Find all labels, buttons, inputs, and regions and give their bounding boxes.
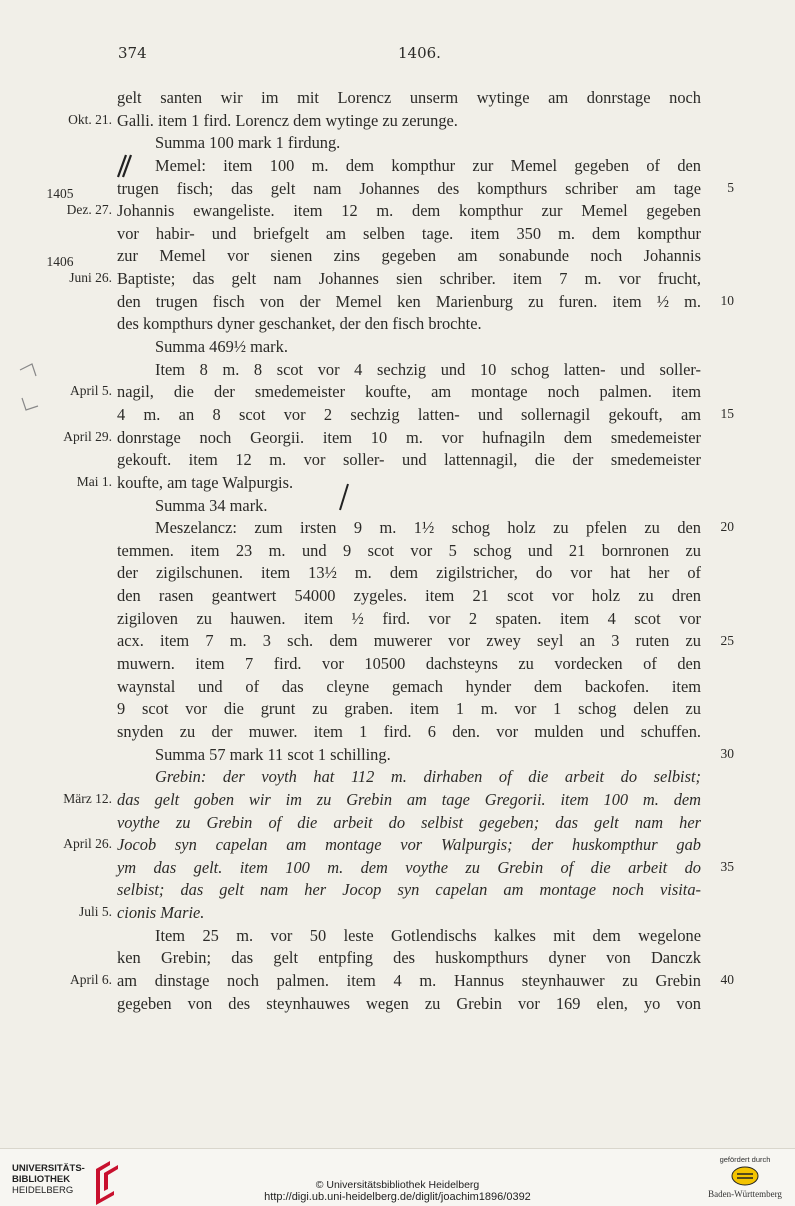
text-line: das gelt goben wir im zu Grebin am tage Gregorii. item 100 m. dem <box>117 789 701 809</box>
text-line: Baptiste; das gelt nam Johannes sien schriber. item 7 m. vor frucht, <box>117 269 701 289</box>
text-line: waynstal und of das cleyne gemach hynder dem backofen. item <box>117 676 701 696</box>
text-line: Meszelancz: zum irsten 9 m. 1½ schog holz zu pfelen zu den <box>155 518 701 538</box>
margin-date: April 6. <box>70 972 112 988</box>
text-line: Grebin: der voyth hat 112 m. dirhaben of die arbeit do selbist; <box>155 767 701 787</box>
text-line: den trugen fisch von der Memel ken Marienburg zu furen. item ½ m. <box>117 291 701 311</box>
footer <box>0 1148 795 1206</box>
text-line: 4 m. an 8 scot vor 2 sechzig latten- und sollernagil gekouft, am <box>117 404 701 424</box>
text-line: trugen fisch; das gelt nam Johannes des kompthurs schriber am tage <box>117 178 701 198</box>
margin-date: April 26. <box>63 836 112 852</box>
funded-by-label: gefördert durch <box>719 1155 771 1164</box>
handwritten-mark <box>18 362 42 412</box>
library-line: UNIVERSITÄTS- <box>12 1163 85 1174</box>
text-line: Jocob syn capelan am montage vor Walpurgis; der huskompthur gab <box>117 835 701 855</box>
library-line: HEIDELBERG <box>12 1185 74 1196</box>
text-line: gelt santen wir im mit Lorencz unserm wytinge am donrstage noch <box>117 88 701 107</box>
funder-name: Baden-Württemberg <box>708 1189 782 1199</box>
margin-date: Juni 26. <box>69 270 112 286</box>
baden-wuerttemberg-seal-icon <box>730 1166 760 1186</box>
text-line: gegeben von des steynhauwes wegen zu Grebin vor 169 elen, yo von <box>117 993 701 1013</box>
margin-date: März 12. <box>63 791 112 807</box>
line-number: 35 <box>720 859 734 875</box>
line-number: 40 <box>720 972 734 988</box>
copyright-text: © Universitätsbibliothek Heidelberg <box>315 1179 480 1191</box>
text-line: voythe zu Grebin of die arbeit do selbist gegeben; das gelt nam her <box>117 812 701 832</box>
line-number: 15 <box>720 406 734 422</box>
text-line: gekouft. item 12 m. vor soller- und lattennagil, die der smedemeister <box>117 450 701 470</box>
text-line: Summa 57 mark 11 scot 1 schilling. <box>155 744 391 764</box>
handwritten-mark <box>337 482 351 512</box>
text-line: koufte, am tage Walpurgis. <box>117 472 294 492</box>
body-text <box>117 87 701 1015</box>
margin-date: Dez. 27. <box>66 202 112 218</box>
line-number: 30 <box>720 745 734 761</box>
line-number: 20 <box>720 519 734 535</box>
text-line: Item 8 m. 8 scot vor 4 sechzig und 10 schog latten- und soller- <box>155 359 701 379</box>
text-line: Summa 469½ mark. <box>155 337 288 357</box>
text-line: Johannis ewangeliste. item 12 m. dem kompthur zur Memel gegeben <box>117 201 701 221</box>
margin-date: Mai 1. <box>76 474 112 490</box>
margin-year: 1405 <box>46 185 74 201</box>
text-line: ym das gelt. item 100 m. dem voythe zu Grebin of die arbeit do <box>117 857 701 877</box>
handwritten-mark <box>112 153 138 179</box>
text-line: den rasen geantwert 54000 zygeles. item 21 scot vor holz zu dren <box>117 586 701 606</box>
text-line: nagil, die der smedemeister koufte, am montage noch palmen. item <box>117 382 701 402</box>
margin-date: April 5. <box>70 383 112 399</box>
line-number: 10 <box>720 292 734 308</box>
text-line: Summa 100 mark 1 firdung. <box>155 133 341 153</box>
text-line: vor habir- und briefgelt am selben tage. item 350 m. dem kompthur <box>117 223 701 243</box>
library-line: BIBLIOTHEK <box>12 1174 71 1185</box>
margin-year: 1406 <box>46 253 74 269</box>
text-line: snyden zu der muwer. item 1 fird. 6 den. vor mulden und schuffen. <box>117 721 701 741</box>
copyright-notice <box>0 1179 795 1203</box>
line-number: 5 <box>727 179 734 195</box>
text-line: Summa 34 mark. <box>155 495 268 515</box>
text-line: donrstage noch Georgii. item 10 m. vor hufnagiln dem smedemeister <box>117 427 701 447</box>
margin-date: Juli 5. <box>78 904 112 920</box>
text-line: cionis Marie. <box>117 903 205 923</box>
text-line: des kompthurs dyner geschanket, der den fisch brochte. <box>117 314 482 334</box>
permalink[interactable]: http://digi.ub.uni-heidelberg.de/diglit/joachim1896/0392 <box>264 1191 531 1203</box>
text-line: selbist; das gelt nam her Jocop syn capelan am montage noch visita- <box>117 880 701 900</box>
running-header <box>118 44 698 66</box>
margin-date: April 29. <box>63 428 112 444</box>
text-line: temmen. item 23 m. und 9 scot vor 5 schog und 21 bornronen zu <box>117 540 701 560</box>
funder-logo <box>702 1155 788 1199</box>
text-line: acx. item 7 m. 3 sch. dem muwerer vor zwey seyl an 3 ruten zu <box>117 631 701 651</box>
text-line: Galli. item 1 fird. Lorencz dem wytinge zu zerunge. <box>117 110 458 130</box>
text-line: Item 25 m. vor 50 leste Gotlendischs kalkes mit dem wegelone <box>155 925 701 945</box>
text-line: muwern. item 7 fird. vor 10500 dachsteyns zu vordecken of den <box>117 654 701 674</box>
text-line: zigiloven zu hauwen. item ½ fird. vor 2 spaten. item 4 scot vor <box>117 608 701 628</box>
text-line: zur Memel vor sienen zins gegeben am sonabunde noch Johannis <box>117 246 701 266</box>
header-year: 1406. <box>398 44 441 62</box>
text-line: am dinstage noch palmen. item 4 m. Hannus steynhauwer zu Grebin <box>117 970 701 990</box>
text-line: Memel: item 100 m. dem kompthur zur Memel gegeben of den <box>155 155 701 175</box>
text-line: ken Grebin; das gelt entpfing des huskompthurs dyner von Danczk <box>117 948 701 968</box>
text-line: 9 scot vor die grunt zu graben. item 1 m. vor 1 schog delen zu <box>117 699 701 719</box>
margin-date: Okt. 21. <box>68 111 112 127</box>
text-line: der zigilschunen. item 13½ m. dem zigilstricher, do vor hat her of <box>117 563 701 583</box>
line-number: 25 <box>720 632 734 648</box>
page-number: 374 <box>118 44 147 62</box>
